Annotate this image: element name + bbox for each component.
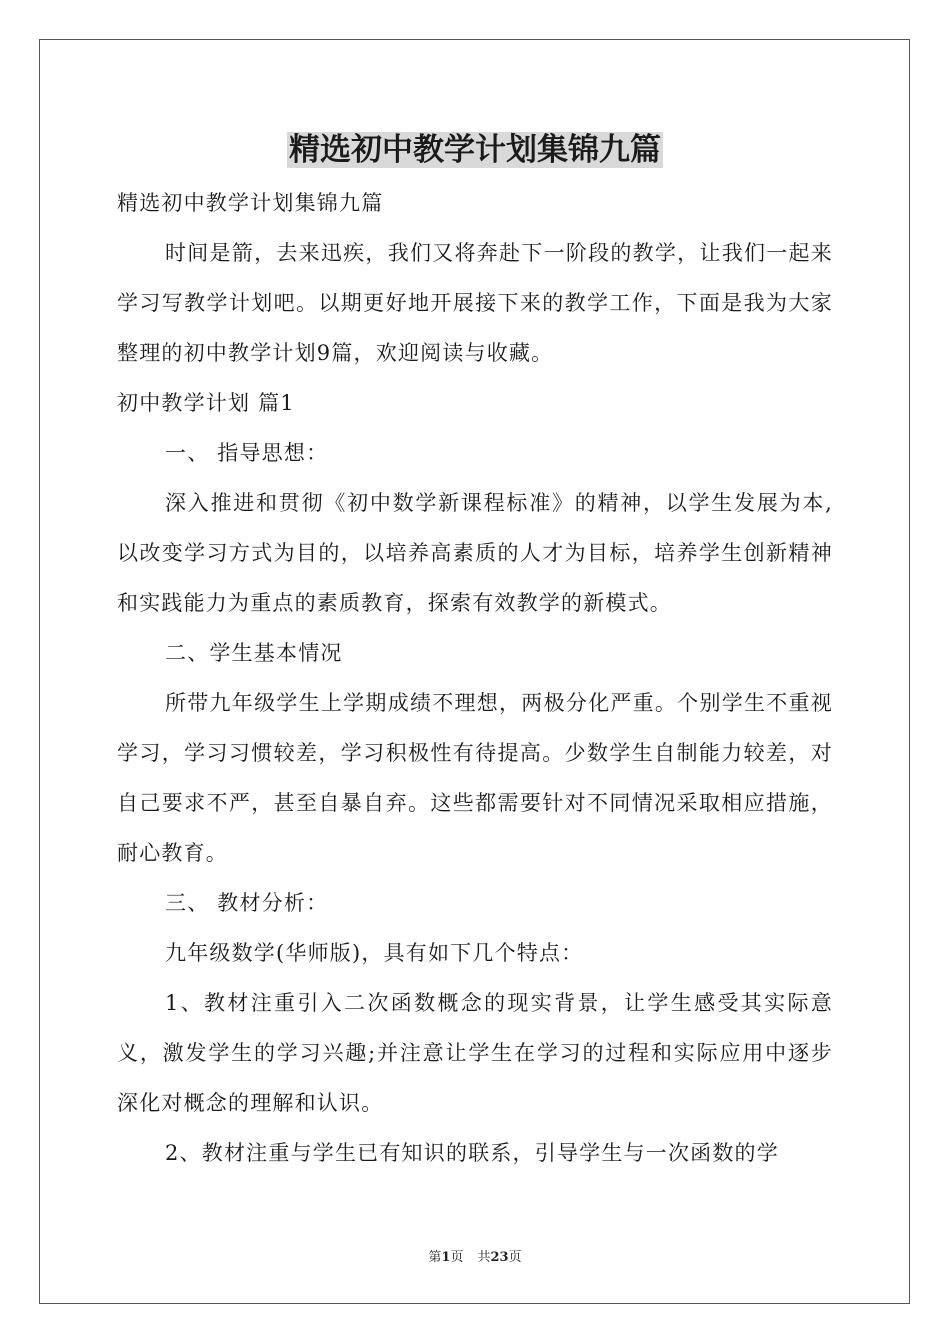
document-title [0, 128, 950, 172]
heading-guiding-ideology: 一、 指导思想： [165, 441, 329, 465]
paragraph-subtitle: 精选初中教学计划集锦九篇 [117, 191, 384, 215]
paragraph-feature-2: 2、教材注重与学生已有知识的联系，引导学生与一次函数的学 [165, 1141, 779, 1165]
page-footer [0, 1246, 950, 1265]
section-title-plan-1: 初中教学计划 篇1 [117, 391, 295, 415]
paragraph-guiding-ideology: 深入推进和贯彻《初中数学新课程标准》的精神，以学生发展为本,以改变学习方式为目的，以培养高素质的人才为目标，培养学生创新精神和实践能力为重点的素质教育，探索有效教学的新模式。 [117, 491, 833, 615]
document-body [117, 178, 833, 1178]
paragraph-student-situation: 所带九年级学生上学期成绩不理想，两极分化严重。个别学生不重视学习，学习习惯较差，学习积极性有待提高。少数学生自制能力较差，对自己要求不严，甚至自暴自弃。这些都需要针对不同情况采取相应措施，耐心教育。 [117, 691, 833, 865]
page-number-current: 1 [441, 1250, 451, 1265]
page-number-prefix: 第 [428, 1250, 442, 1265]
paragraph-textbook-features: 九年级数学(华师版)，具有如下几个特点： [165, 941, 584, 965]
heading-student-situation: 二、学生基本情况 [165, 641, 343, 665]
page-number-suffix: 页 [450, 1250, 464, 1265]
page-number-total: 23 [490, 1250, 509, 1265]
page-total-prefix: 共 [477, 1250, 491, 1265]
page-total-suffix: 页 [508, 1250, 522, 1265]
paragraph-feature-1: 1、教材注重引入二次函数概念的现实背景，让学生感受其实际意义，激发学生的学习兴趣;并注意让学生在学习的过程和实际应用中逐步深化对概念的理解和认识。 [117, 991, 833, 1115]
heading-textbook-analysis: 三、 教材分析： [165, 891, 329, 915]
paragraph-intro: 时间是箭，去来迅疾，我们又将奔赴下一阶段的教学，让我们一起来学习写教学计划吧。以期更好地开展接下来的教学工作，下面是我为大家整理的初中教学计划9篇，欢迎阅读与收藏。 [117, 241, 833, 365]
document-title-text: 精选初中教学计划集锦九篇 [289, 132, 661, 168]
